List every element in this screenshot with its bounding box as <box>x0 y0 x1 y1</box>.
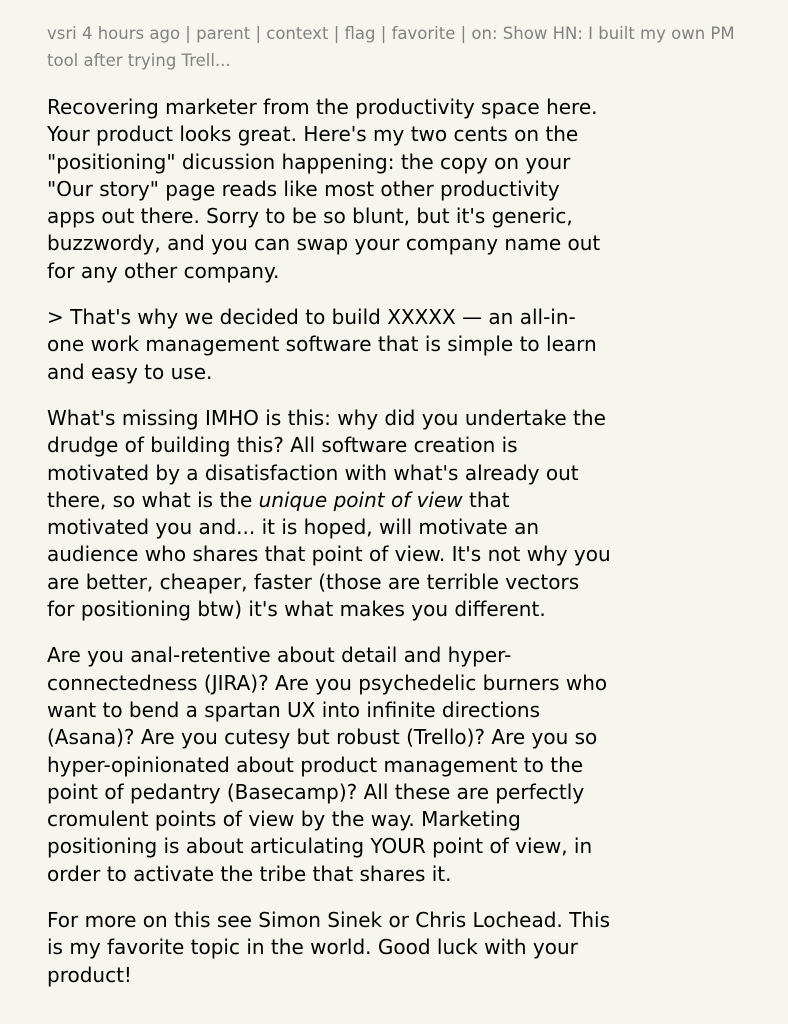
separator: | <box>380 24 387 43</box>
on-label: on: <box>471 24 498 43</box>
favorite-link[interactable]: favorite <box>391 24 456 43</box>
username-link[interactable]: vsri <box>47 24 77 43</box>
context-link[interactable]: context <box>266 24 329 43</box>
separator: | <box>460 24 467 43</box>
emphasis-text: unique point of view <box>258 487 463 512</box>
comment-quote: > That's why we decided to build XXXXX — an all-in-one work management software that is simple to learn and easy to use. <box>47 305 597 384</box>
comment-text: What's missing IMHO is this: why did you undertake the drudge of building this? All software creation is motivated by a disatisfaction with what's already out there, so what is the <box>47 405 606 512</box>
comment-paragraph: Are you anal-retentive about detail and hyper-connectedness (JIRA)? Are you psychedelic burners who want to bend a spartan UX into infinite directions (Asana)? Are you cutesy but robust (Trello)? Are you so hyper-opinionated about product management to the point of pedantry (Basecamp)? All these are perfectly cromulent points of view by the way. Marketing positioning is about articulating YOUR point of view, in order to activate the tribe that shares it. <box>47 643 608 886</box>
comment-paragraph <box>47 405 612 623</box>
story-title-link[interactable]: Show HN: I built my own PM tool after trying Trell... <box>47 24 735 70</box>
flag-link[interactable]: flag <box>344 24 376 43</box>
comment-paragraph: Recovering marketer from the productivity space here. Your product looks great. Here's my two cents on the "positioning" dicussion happening: the copy on your "Our story" page reads like most other productivity apps out there. Sorry to be so blunt, but it's generic, buzzwordy, and you can swap your company name out for any other company. <box>47 95 601 283</box>
separator: | <box>185 24 191 43</box>
comment-meta <box>47 20 735 74</box>
separator: | <box>255 24 262 43</box>
comment-body <box>47 94 612 989</box>
comment-age-link[interactable]: 4 hours ago <box>81 24 181 43</box>
parent-link[interactable]: parent <box>196 24 251 43</box>
comment-text: that motivated you and... it is hoped, will motivate an audience who shares that point of view. It's not why you are better, cheaper, faster (those are terrible vectors for positioning btw) it's what makes you different. <box>47 487 611 622</box>
separator: | <box>333 24 340 43</box>
comment-paragraph: For more on this see Simon Sinek or Chris Lochead. This is my favorite topic in the world. Good luck with your product! <box>47 908 611 987</box>
